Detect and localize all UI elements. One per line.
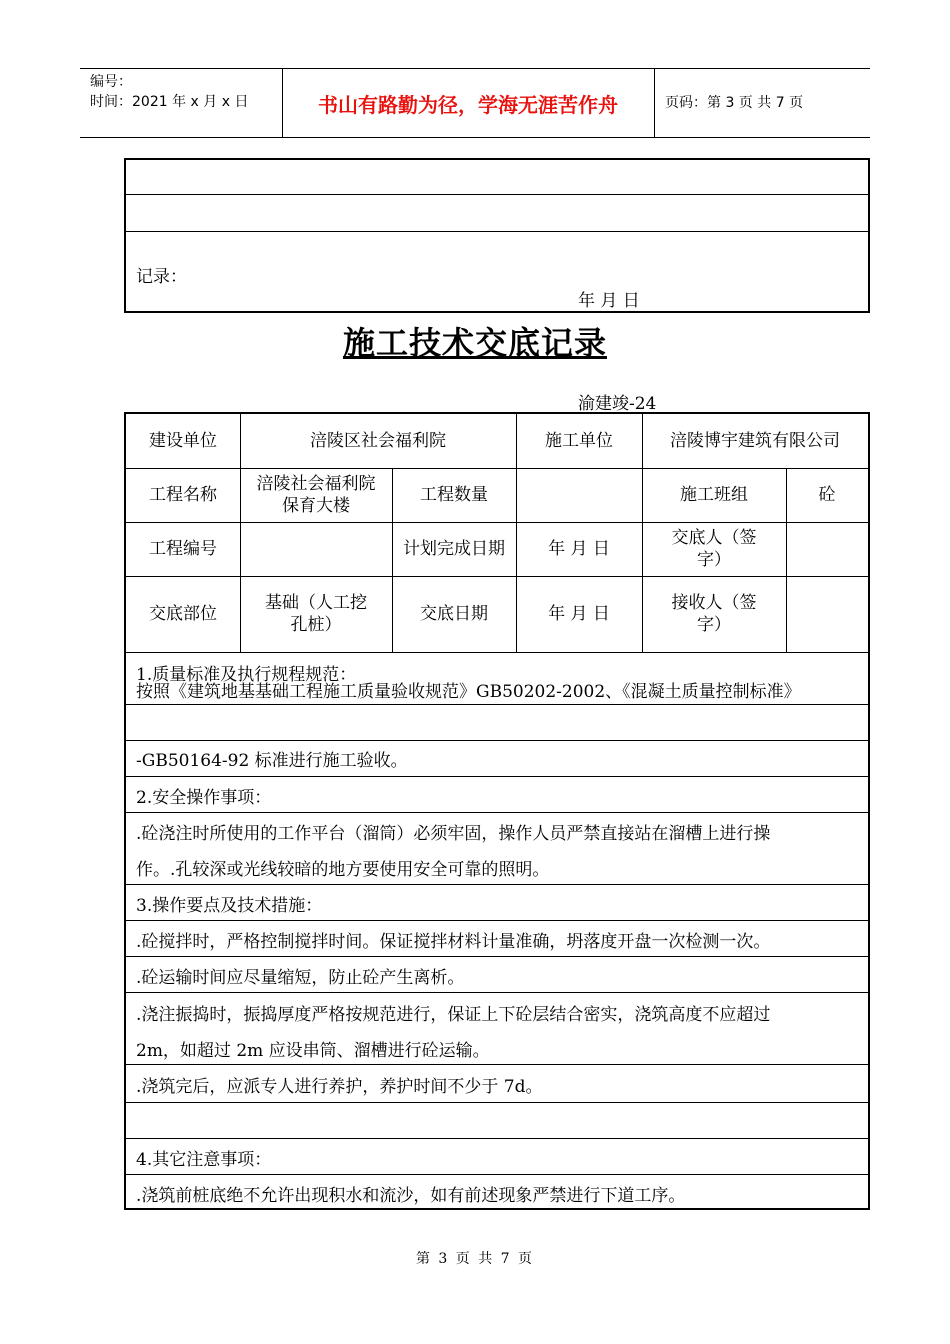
receiver-value xyxy=(786,576,868,652)
page-title: 施工技术交底记录 xyxy=(342,324,607,362)
discloser-value xyxy=(786,522,868,576)
project-name-value: 涪陵社会福利院保育大楼 xyxy=(256,474,376,516)
section-3-heading: 3.操作要点及技术措施： xyxy=(136,896,323,916)
section-2-line-2: 作。.孔较深或光线较暗的地方要使用安全可靠的照明。 xyxy=(136,860,550,880)
section-2-heading: 2.安全操作事项： xyxy=(136,788,272,808)
project-no-value xyxy=(240,522,392,576)
form-code: 渝建竣-24 xyxy=(578,394,657,414)
section-3-line-3: .浇注振捣时，振捣厚度严格按规范进行，保证上下砼层结合密实，浇筑高度不应超过 xyxy=(136,1005,771,1025)
construct-unit-label: 施工单位 xyxy=(545,431,613,451)
plan-date-label: 计划完成日期 xyxy=(403,539,505,559)
section-4-line-1: .浇筑前桩底绝不允许出现积水和流沙，如有前述现象严禁进行下道工序。 xyxy=(136,1186,686,1206)
section-3-line-2: .砼运输时间应尽量缩短，防止砼产生离析。 xyxy=(136,968,465,988)
header-meta xyxy=(80,69,283,137)
quantity-label: 工程数量 xyxy=(420,485,488,505)
record-label: 记录： xyxy=(136,267,187,287)
plan-date-value: 年 月 日 xyxy=(548,539,610,559)
part-value: 基础（人工挖孔桩） xyxy=(265,593,367,635)
construct-unit-value: 涪陵博宇建筑有限公司 xyxy=(670,431,840,451)
section-4-heading: 4.其它注意事项： xyxy=(136,1150,272,1170)
header-time: 时间：2021 年 x 月 x 日 xyxy=(90,94,249,110)
page-footer: 第 3 页 共 7 页 xyxy=(415,1251,535,1267)
build-unit-value: 涪陵区社会福利院 xyxy=(310,431,446,451)
section-3-line-5: .浇筑完后，应派专人进行养护，养护时间不少于 7d。 xyxy=(136,1077,543,1097)
record-date: 年 月 日 xyxy=(578,291,640,311)
team-label: 施工班组 xyxy=(680,485,748,505)
project-name-label: 工程名称 xyxy=(149,485,217,505)
part-label: 交底部位 xyxy=(149,604,217,624)
section-1-heading: 1.质量标准及执行规程规范： xyxy=(136,665,357,685)
page-header xyxy=(80,68,870,138)
team-value: 砼 xyxy=(818,485,836,505)
discloser-label: 交底人（签字） xyxy=(671,528,757,570)
disclosure-form xyxy=(124,412,870,1210)
section-2-line-1: .砼浇注时所使用的工作平台（溜筒）必须牢固，操作人员严禁直接站在溜槽上进行操 xyxy=(136,824,771,844)
header-motto: 书山有路勤为径，学海无涯苦作舟 xyxy=(282,69,655,137)
section-1-line-1: 按照《建筑地基基础工程施工质量验收规范》GB50202-2002、《混凝土质量控制标准》 xyxy=(136,682,801,702)
project-no-label: 工程编号 xyxy=(149,539,217,559)
record-box xyxy=(124,158,870,313)
quantity-value xyxy=(516,468,642,522)
disclose-date-value: 年 月 日 xyxy=(548,604,610,624)
build-unit-label: 建设单位 xyxy=(149,431,217,451)
header-page-info: 页码：第 3 页 共 7 页 xyxy=(665,95,804,111)
section-1-line-2: -GB50164-92 标准进行施工验收。 xyxy=(136,751,408,771)
section-3-line-4: 2m，如超过 2m 应设串筒、溜槽进行砼运输。 xyxy=(136,1041,490,1061)
header-number: 编号： xyxy=(90,74,132,90)
receiver-label: 接收人（签字） xyxy=(671,593,757,635)
disclose-date-label: 交底日期 xyxy=(420,604,488,624)
section-3-line-1: .砼搅拌时，严格控制搅拌时间。保证搅拌材料计量准确，坍落度开盘一次检测一次。 xyxy=(136,932,771,952)
